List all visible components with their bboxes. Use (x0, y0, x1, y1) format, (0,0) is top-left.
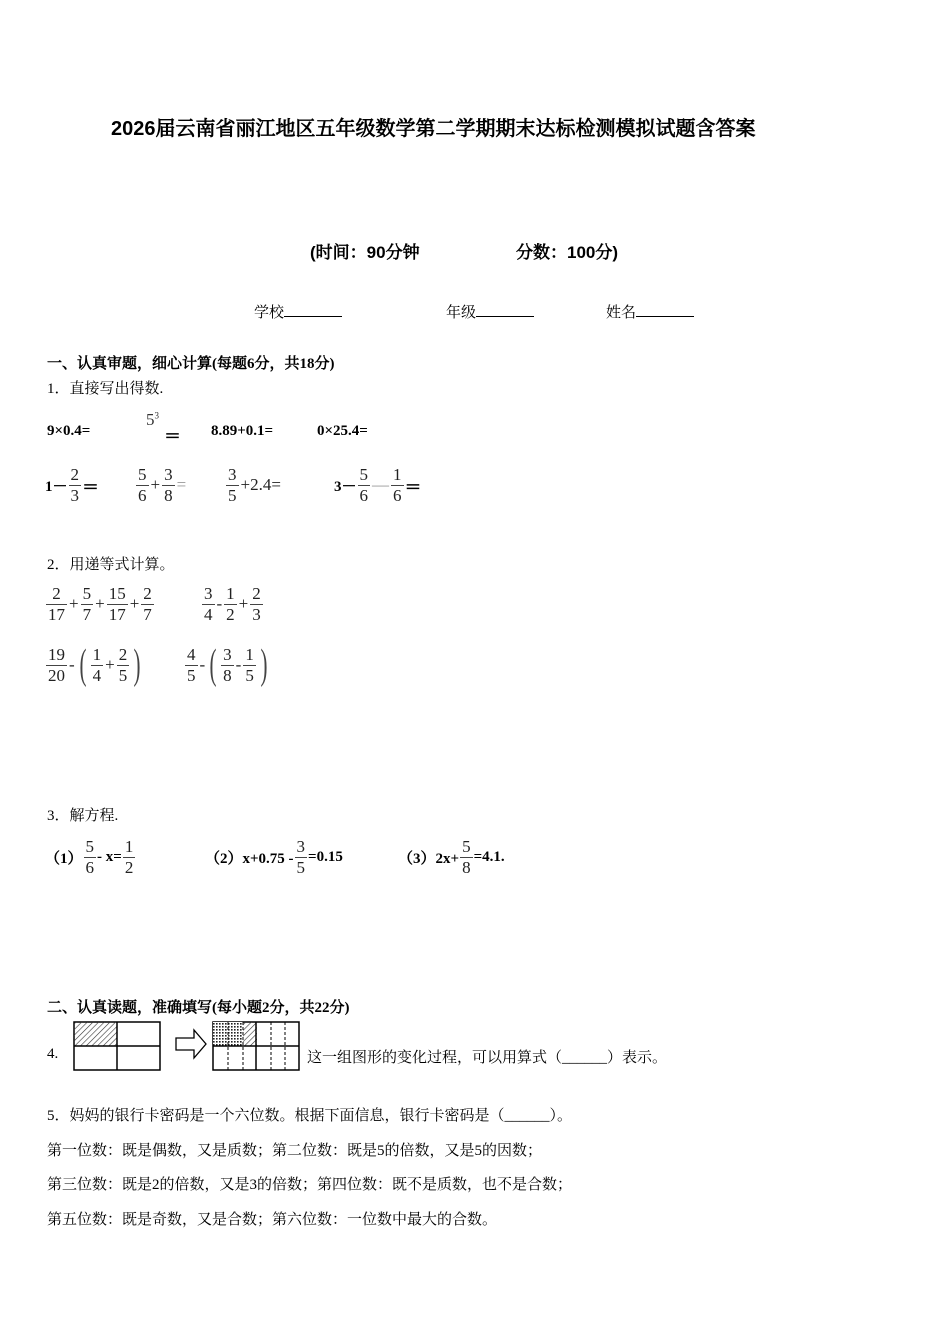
score-label: 分数：100分) (516, 243, 619, 262)
school-label: 学校 (254, 305, 285, 321)
q1-power: $5^3$ (146, 410, 159, 429)
time-label: (时间：90分钟 (310, 243, 420, 262)
name-blank (636, 301, 694, 317)
fraction-diagram (72, 1020, 304, 1072)
section1-heading: 一、认真审题，细心计算(每题6分，共18分) (47, 356, 335, 372)
q3-label: 3．解方程. (47, 808, 119, 824)
q1-item-d: 0×25.4= (317, 423, 368, 439)
q1-expr-c: $\frac{3}{5}$ +2.4= (228, 465, 281, 505)
grade-blank (476, 301, 534, 317)
name-field (606, 301, 694, 322)
diagram-result (213, 1022, 299, 1070)
q2-expr-3: $\frac{19}{20}$ - ( $\frac{1}{4}$ + $\frac{2}{5}$ ) (48, 642, 141, 688)
q1-expr-a: 1－ $\frac{2}{3}$ ＝ (45, 465, 100, 505)
section2-heading: 二、认真读题，准确填写(每小题2分，共22分) (47, 1000, 350, 1016)
q1-power-eq: ＝ (164, 427, 181, 446)
q1-expr-b: $\frac{5}{6}$ + $\frac{3}{8}$ = (138, 465, 187, 505)
name-label: 姓名 (606, 305, 637, 321)
page-title: 2026届云南省丽江地区五年级数学第二学期期末达标检测模拟试题含答案 (111, 118, 756, 140)
q2-expr-2: $\frac{3}{4}$ - $\frac{1}{2}$ + $\frac{2}{3}$ (204, 584, 261, 624)
q5-text: 5．妈妈的银行卡密码是一个六位数。根据下面信息，银行卡密码是（______）。 (47, 1108, 573, 1124)
q2-label: 2．用递等式计算。 (47, 557, 175, 573)
q3-eq1: （1） $\frac{5}{6}$ - x= $\frac{1}{2}$ (45, 837, 134, 877)
q4-number: 4. (47, 1046, 59, 1062)
grade-field (446, 301, 534, 322)
q1-item-a: 9×0.4= (47, 423, 91, 439)
diagram-original (74, 1022, 160, 1070)
grade-label: 年级 (446, 305, 477, 321)
q1-expr-d: 3－ $\frac{5}{6}$ — $\frac{1}{6}$ ＝ (334, 465, 422, 505)
q5-line-1: 第一位数：既是偶数，又是质数；第二位数：既是5的倍数，又是5的因数； (47, 1143, 543, 1159)
q3-eq2: （2）x+0.75 - $\frac{3}{5}$ =0.15 (205, 837, 343, 877)
q3-eq3: （3）2x+ $\frac{5}{8}$ =4.1. (398, 837, 505, 877)
q5-line-2: 第三位数：既是2的倍数，又是3的倍数；第四位数：既不是质数，也不是合数； (47, 1177, 573, 1193)
school-field (254, 301, 342, 322)
q1-label: 1．直接写出得数. (47, 381, 164, 397)
q4-text: 这一组图形的变化过程，可以用算式（______）表示。 (307, 1050, 668, 1066)
q2-expr-1: $\frac{2}{17}$ + $\frac{5}{7}$ + $\frac{15}{17}$ + $\frac{2}{7}$ (48, 584, 152, 624)
school-blank (284, 301, 342, 317)
q2-expr-4: $\frac{4}{5}$ - ( $\frac{3}{8}$ - $\frac{1}{5}$ ) (187, 642, 268, 688)
q1-item-c: 8.89+0.1= (211, 423, 274, 439)
arrow-icon (176, 1030, 206, 1058)
q5-line-3: 第五位数：既是奇数，又是合数；第六位数：一位数中最大的合数。 (47, 1212, 498, 1228)
